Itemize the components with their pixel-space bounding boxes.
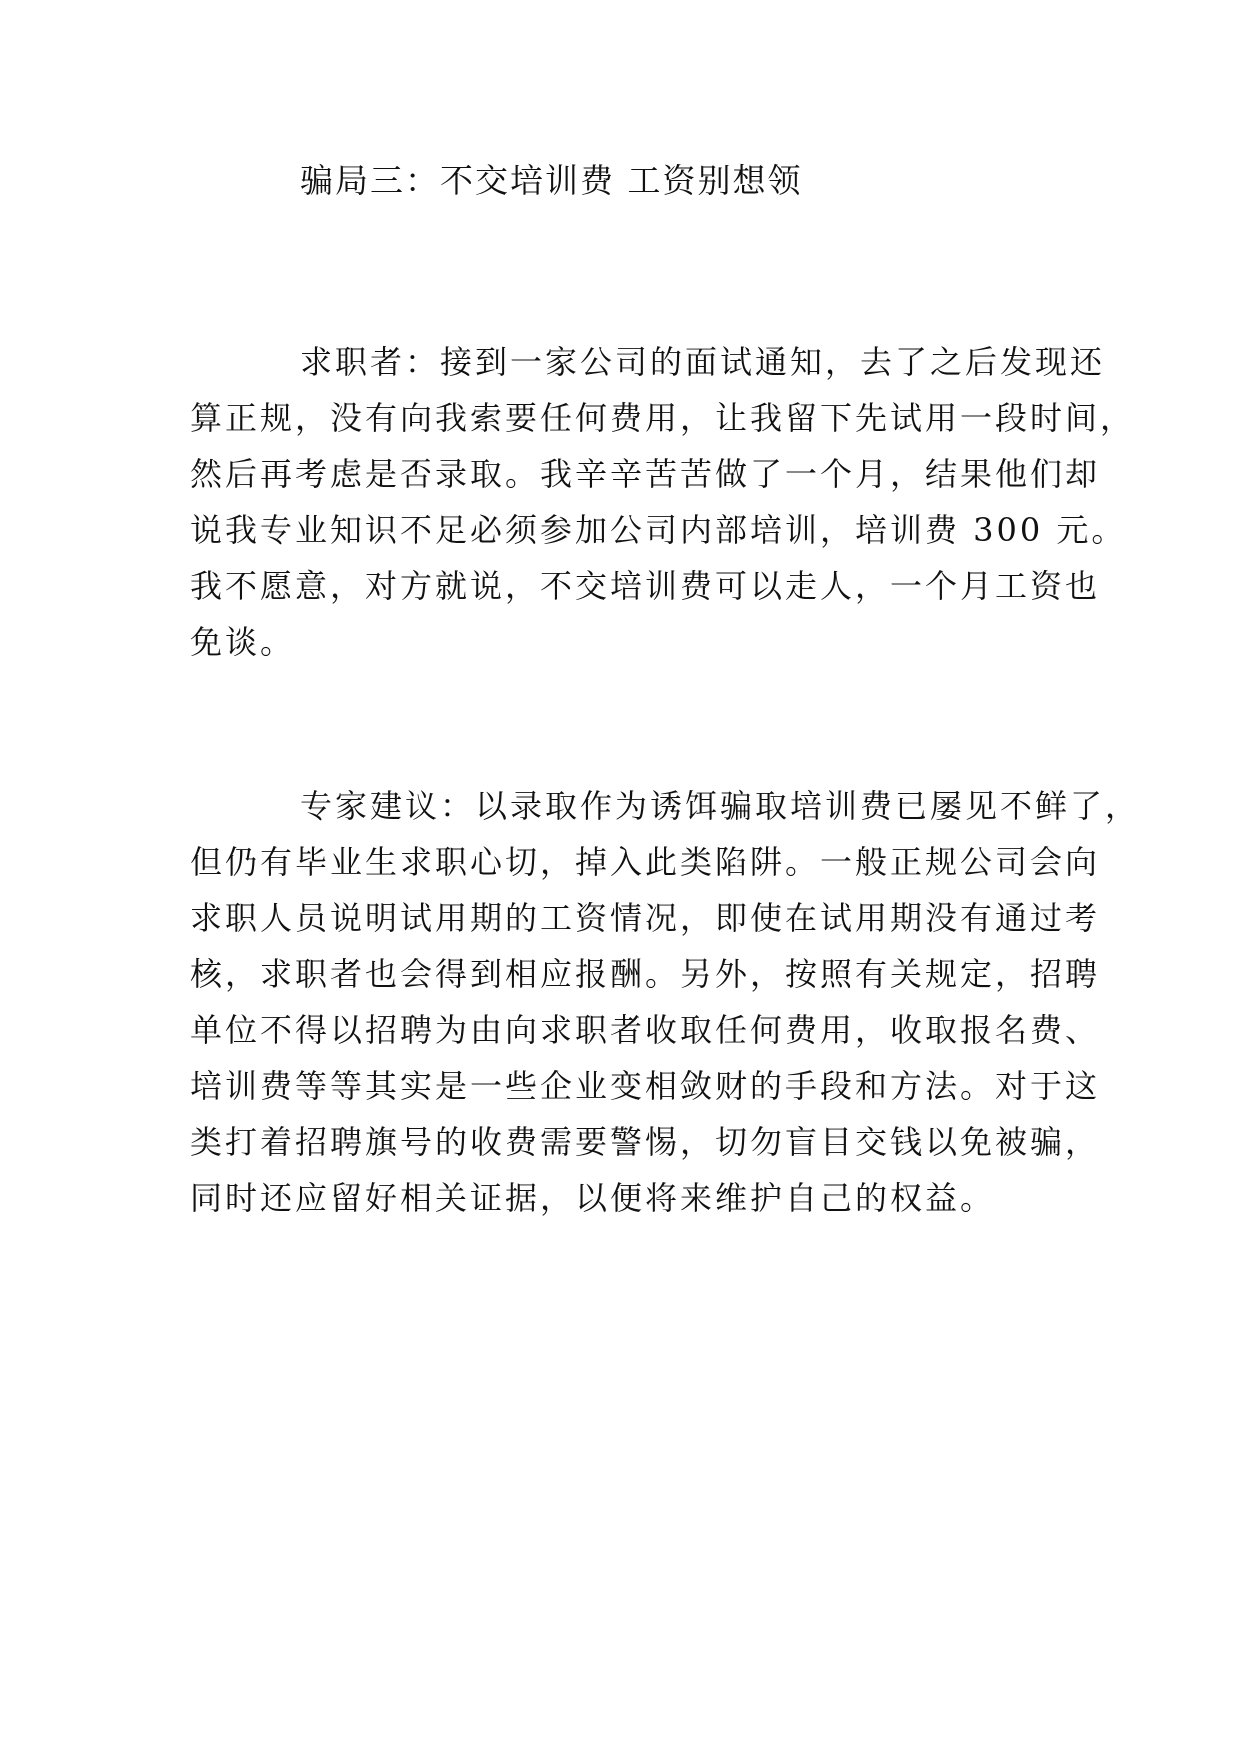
paragraph-line: 培训费等等其实是一些企业变相敛财的手段和方法。对于这 — [190, 1067, 1101, 1105]
paragraph-line: 说我专业知识不足必须参加公司内部培训，培训费 300 元。 — [190, 511, 1127, 549]
paragraph-line: 然后再考虑是否录取。我辛辛苦苦做了一个月，结果他们却 — [190, 455, 1101, 493]
paragraph-line: 核，求职者也会得到相应报酬。另外，按照有关规定，招聘 — [190, 955, 1101, 993]
document-heading: 骗局三：不交培训费 工资别想领 — [300, 161, 803, 200]
paragraph-job-seeker — [190, 334, 1136, 670]
paragraph-line: 我不愿意，对方就说，不交培训费可以走人，一个月工资也 — [190, 567, 1101, 605]
paragraph-line: 单位不得以招聘为由向求职者收取任何费用，收取报名费、 — [190, 1011, 1101, 1049]
paragraph-line: 免谈。 — [190, 623, 296, 661]
paragraph-line: 专家建议：以录取作为诱饵骗取培训费已屡见不鲜了， — [300, 787, 1141, 825]
paragraph-line: 但仍有毕业生求职心切，掉入此类陷阱。一般正规公司会向 — [190, 843, 1101, 881]
paragraph-line: 同时还应留好相关证据，以便将来维护自己的权益。 — [190, 1179, 996, 1217]
paragraph-line: 类打着招聘旗号的收费需要警惕，切勿盲目交钱以免被骗， — [190, 1123, 1101, 1161]
paragraph-line: 求职人员说明试用期的工资情况，即使在试用期没有通过考 — [190, 899, 1101, 937]
paragraph-line: 求职者：接到一家公司的面试通知，去了之后发现还 — [300, 343, 1106, 381]
paragraph-expert-advice — [190, 778, 1141, 1226]
paragraph-line: 算正规，没有向我索要任何费用，让我留下先试用一段时间， — [190, 399, 1136, 437]
